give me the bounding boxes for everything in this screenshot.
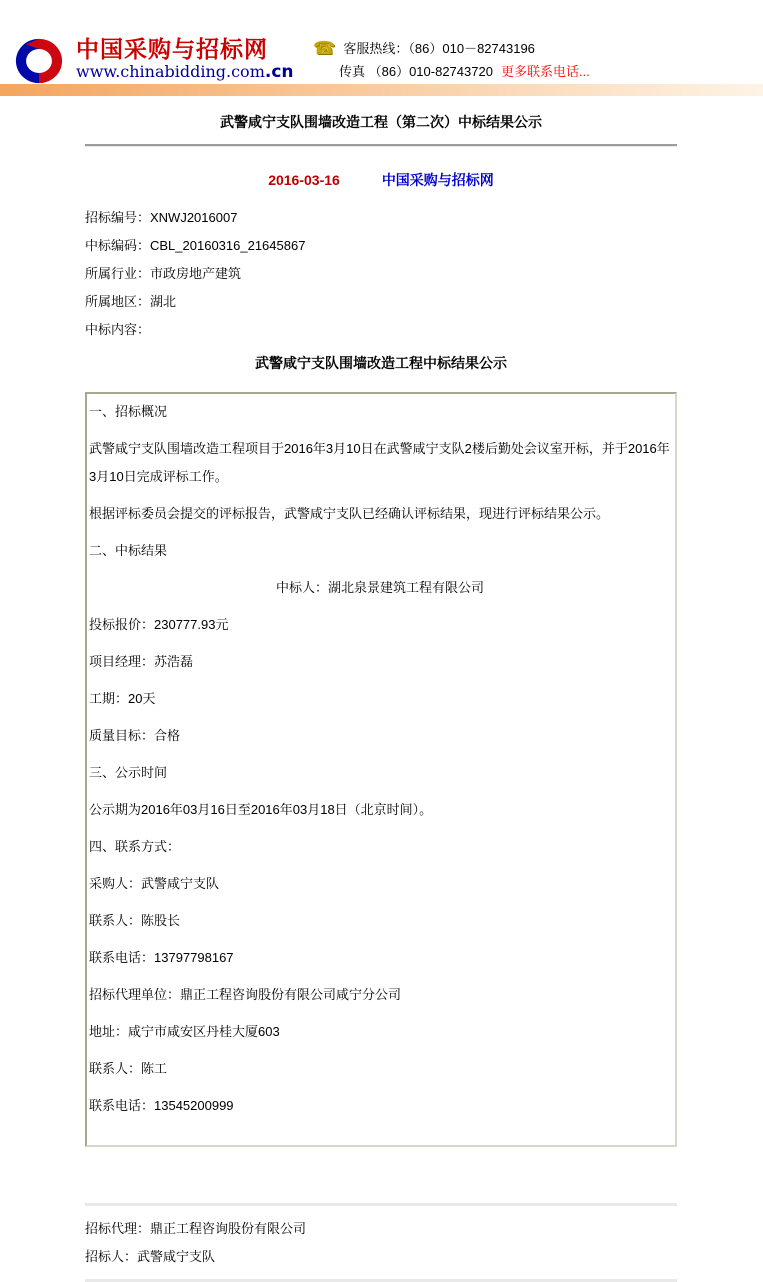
article-meta (85, 204, 677, 344)
notice-paragraph: 工期：20天 (89, 691, 156, 706)
chinabidding-logo-icon (10, 37, 68, 85)
more-contacts-link[interactable]: 更多联系电话... (500, 64, 590, 79)
publish-date: 2016-03-16 (268, 172, 340, 188)
notice-paragraph: 联系人：陈股长 (89, 913, 181, 928)
notice-body (85, 392, 677, 1147)
notice-paragraph: 三、公示时间 (89, 765, 168, 780)
meta-line: 招标编号：XNWJ2016007 (85, 210, 238, 225)
notice-paragraph: 根据评标委员会提交的评标报告，武警咸宁支队已经确认评标结果，现进行评标结果公示。 (89, 506, 610, 521)
notice-paragraph: 投标报价：230777.93元 (89, 617, 229, 632)
fax-row (313, 60, 590, 83)
notice-title: 武警咸宁支队围墙改造工程中标结果公示 (255, 355, 507, 371)
hotline-text: 客服热线：（86）010－82743196 (343, 41, 535, 56)
footer-line: 招标人：武警咸宁支队 (85, 1249, 216, 1264)
meta-line: 中标编码：CBL_20160316_21645867 (85, 238, 306, 253)
notice-paragraph: 武警咸宁支队围墙改造工程项目于2016年3月10日在武警咸宁支队2楼后勤处会议室开标，并于2016年3月10日完成评标工作。 (89, 441, 670, 484)
article (85, 113, 677, 1282)
notice-paragraph: 联系电话：13545200999 (89, 1098, 234, 1113)
meta-line: 中标内容： (85, 322, 151, 337)
notice-paragraph: 联系人：陈工 (89, 1061, 168, 1076)
logo-title: 中国采购与招标网 (76, 36, 268, 62)
header-contact-info (313, 37, 590, 83)
notice-paragraph: 采购人：武警咸宁支队 (89, 876, 220, 891)
notice-paragraph: 二、中标结果 (89, 543, 168, 558)
notice-paragraph: 地址：咸宁市咸安区丹桂大厦603 (89, 1024, 280, 1039)
logo-url: www.chinabidding.com.cn (76, 62, 294, 82)
notice-paragraph: 项目经理：苏浩磊 (89, 654, 194, 669)
page-title: 武警咸宁支队围墙改造工程（第二次）中标结果公示 (220, 114, 542, 130)
site-logo[interactable] (10, 37, 294, 85)
telephone-icon: ☎ (313, 38, 336, 58)
notice-paragraph: 四、联系方式： (89, 839, 181, 854)
fax-text: 传真 （86）010-82743720 (339, 64, 493, 79)
source-link[interactable]: 中国采购与招标网 (381, 172, 494, 188)
meta-line: 所属地区：湖北 (85, 294, 177, 309)
logo-url-cn: .cn (264, 62, 294, 82)
dateline (85, 171, 677, 189)
hotline-row (313, 37, 590, 60)
notice-paragraph: 联系电话：13797798167 (89, 950, 234, 965)
site-header (0, 0, 763, 84)
notice-paragraph: 招标代理单位：鼎正工程咨询股份有限公司咸宁分公司 (89, 987, 402, 1002)
footer-line: 招标代理：鼎正工程咨询股份有限公司 (85, 1221, 307, 1236)
notice-paragraph: 质量目标：合格 (89, 728, 181, 743)
notice-paragraph: 中标人：湖北泉景建筑工程有限公司 (275, 580, 484, 595)
notice-paragraph: 一、招标概况 (89, 404, 168, 419)
article-footer (85, 1203, 677, 1282)
title-divider (85, 144, 677, 147)
header-gradient-bar (0, 84, 763, 96)
footer-lines (85, 1206, 677, 1279)
notice-paragraph: 公示期为2016年03月16日至2016年03月18日（北京时间）。 (89, 802, 433, 817)
logo-text (76, 37, 294, 82)
meta-line: 所属行业：市政房地产建筑 (85, 266, 242, 281)
